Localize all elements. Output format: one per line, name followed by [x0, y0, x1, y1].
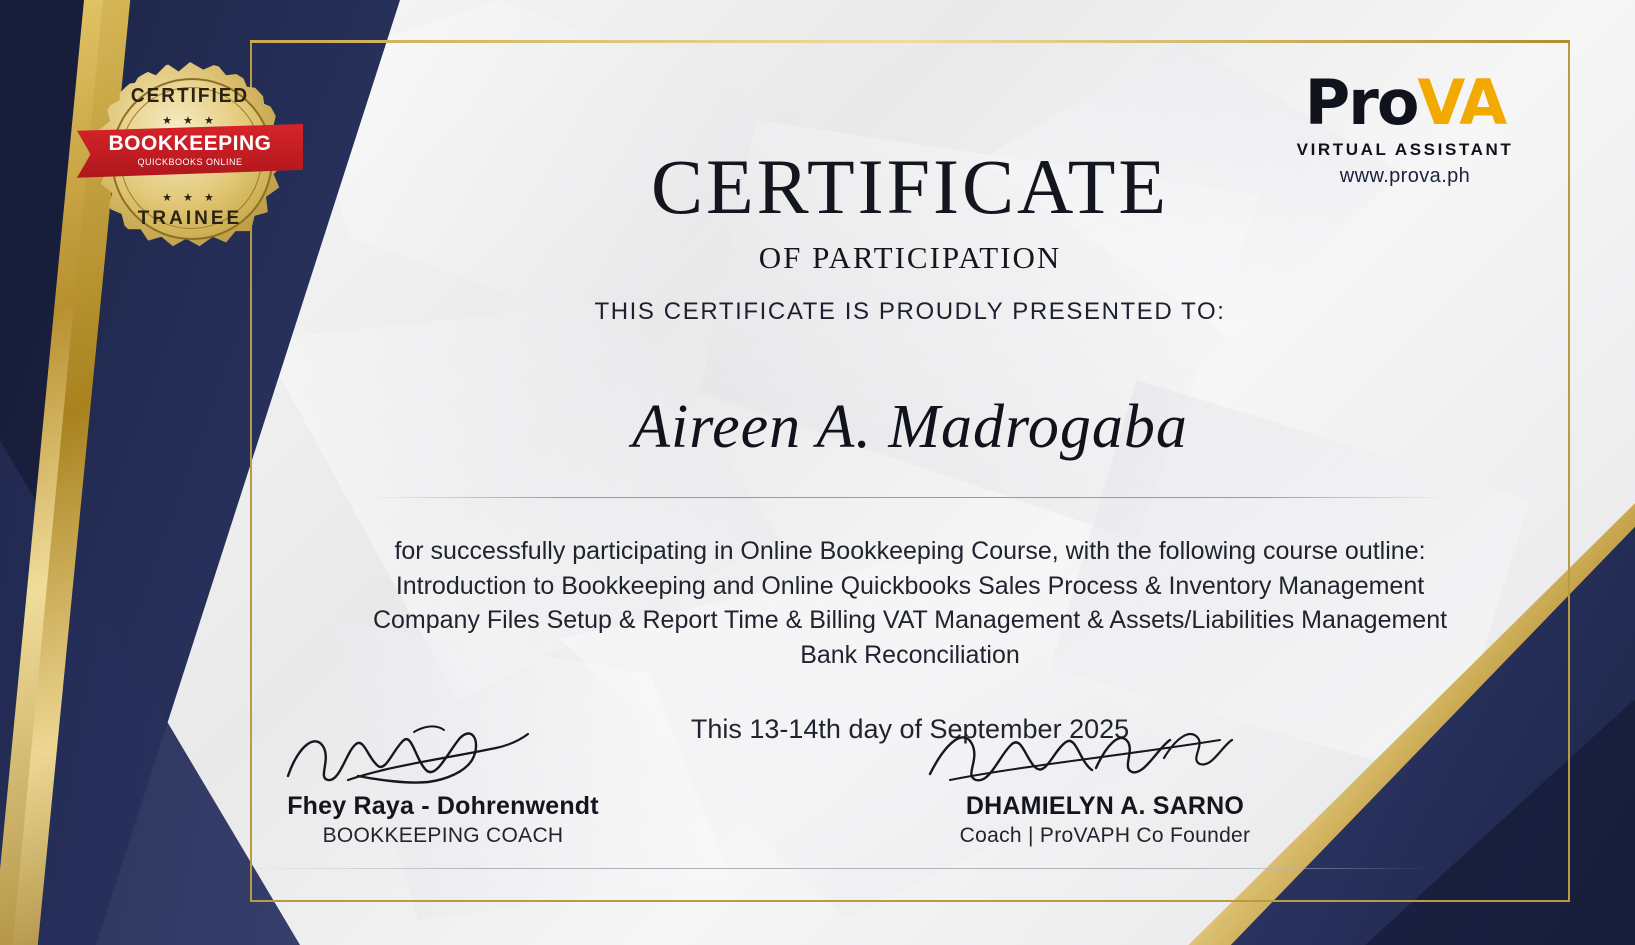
certificate-title: CERTIFICATE — [651, 143, 1169, 230]
seal-bottom-text: TRAINEE — [137, 208, 243, 229]
signature-block-left — [228, 718, 658, 848]
certified-seal-badge — [95, 62, 285, 252]
signature-role: Coach | ProVAPH Co Founder — [959, 824, 1251, 847]
certificate-date: This 13-14th day of September 2025 — [690, 714, 1130, 744]
logo-website-url: www.prova.ph — [1339, 165, 1471, 187]
presented-to-label: THIS CERTIFICATE IS PROUDLY PRESENTED TO: — [594, 298, 1226, 325]
seal-top-text: CERTIFIED — [130, 85, 250, 108]
seal-ribbon-label: BOOKKEEPING — [108, 132, 272, 155]
signature-name: DHAMIELYN A. SARNO — [965, 792, 1245, 820]
body-line: Bank Reconciliation — [800, 640, 1020, 669]
seal-stars-bottom: ★ ★ ★ — [162, 192, 218, 204]
signature-mark-left — [228, 718, 658, 792]
logo-text-pro: Pro — [1304, 66, 1418, 139]
signature-mark-right — [890, 718, 1320, 792]
body-line: for successfully participating in Online Bookkeeping Course, with the following course outline: — [394, 537, 1426, 565]
certificate-subtitle: OF PARTICIPATION — [758, 240, 1062, 275]
seal-stars-top: ★ ★ ★ — [162, 115, 218, 127]
certificate-content — [290, 0, 1530, 745]
signature-name: Fhey Raya - Dohrenwendt — [287, 792, 599, 820]
logo-text-va: VA — [1417, 66, 1506, 139]
seal-ribbon-sublabel: QUICKBOOKS ONLINE — [137, 157, 243, 167]
divider-rule — [370, 497, 1450, 498]
recipient-name: Aireen A. Madrogaba — [632, 393, 1188, 461]
body-line: Introduction to Bookkeeping and Online Quickbooks Sales Process & Inventory Management — [395, 571, 1425, 600]
signature-role: BOOKKEEPING COACH — [322, 824, 564, 847]
logo-tagline: VIRTUAL ASSISTANT — [1296, 140, 1514, 159]
signature-block-right — [890, 718, 1320, 848]
certificate-body-text — [295, 534, 1525, 672]
footer-divider-rule — [250, 868, 1430, 869]
body-line: Company Files Setup & Report Time & Billing VAT Management & Assets/Liabilities Management — [372, 606, 1448, 634]
